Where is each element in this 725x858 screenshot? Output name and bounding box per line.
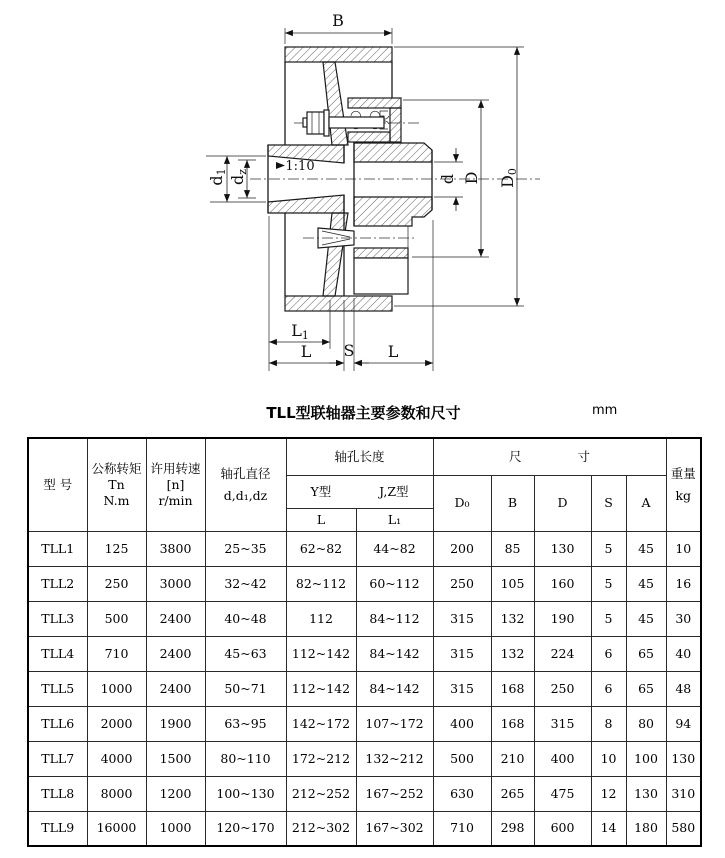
table-cell: 48	[666, 671, 701, 706]
header-model: 型 号	[28, 438, 87, 531]
table-cell: 315	[433, 636, 491, 671]
dim-label-D: D	[462, 171, 481, 185]
table-cell: 224	[534, 636, 591, 671]
table-cell: 630	[433, 776, 491, 811]
dim-label-L-left: L	[300, 342, 312, 361]
table-cell: 32~42	[205, 566, 286, 601]
table-cell: 475	[534, 776, 591, 811]
table-cell: 167~252	[356, 776, 433, 811]
table-cell: 1000	[146, 811, 205, 846]
table-cell: 130	[626, 776, 666, 811]
table-cell: 85	[491, 531, 534, 566]
table-cell: 84~112	[356, 601, 433, 636]
header-length-group: 轴孔长度	[286, 438, 433, 475]
table-cell: 8000	[87, 776, 146, 811]
table-cell: TLL6	[28, 706, 87, 741]
header-speed	[146, 438, 205, 531]
table-row	[28, 741, 701, 776]
table-cell: 14	[591, 811, 626, 846]
table-cell: 60~112	[356, 566, 433, 601]
table-cell: 265	[491, 776, 534, 811]
table-cell: 130	[666, 741, 701, 776]
table-cell: 10	[591, 741, 626, 776]
table-cell: 180	[626, 811, 666, 846]
table-cell: 44~82	[356, 531, 433, 566]
table-cell: 210	[491, 741, 534, 776]
sleeve-flange-band	[354, 248, 408, 258]
table-cell: 45	[626, 531, 666, 566]
table-cell: 400	[534, 741, 591, 776]
header-size-right: 寸	[577, 448, 591, 464]
table-cell: TLL5	[28, 671, 87, 706]
spring-cover-right	[390, 108, 401, 142]
table-cell: TLL7	[28, 741, 87, 776]
table-cell: TLL2	[28, 566, 87, 601]
header-D0: D₀	[433, 475, 491, 531]
table-cell: 100~130	[205, 776, 286, 811]
table-cell: 6	[591, 671, 626, 706]
bolt-washer	[324, 110, 329, 136]
header-D: D	[534, 475, 591, 531]
spring-cover-bottom	[348, 132, 390, 142]
table-cell: 30	[666, 601, 701, 636]
dim-label-D0: D0	[498, 168, 519, 188]
bolt-hex-head	[307, 112, 324, 134]
table-cell: 82~112	[286, 566, 356, 601]
table-cell: TLL8	[28, 776, 87, 811]
table-cell: 105	[491, 566, 534, 601]
dim-label-S: S	[343, 341, 355, 360]
table-cell: 298	[491, 811, 534, 846]
table-cell: 25~35	[205, 531, 286, 566]
table-cell: 250	[433, 566, 491, 601]
table-row	[28, 636, 701, 671]
table-cell: 84~142	[356, 636, 433, 671]
table-cell: 4000	[87, 741, 146, 776]
table-cell: 3000	[146, 566, 205, 601]
table-cell: 112	[286, 601, 356, 636]
bolt-shank	[329, 117, 384, 128]
table-cell: 1900	[146, 706, 205, 741]
table-cell: 8	[591, 706, 626, 741]
table-cell: 710	[87, 636, 146, 671]
technical-drawing	[0, 0, 725, 398]
table-cell: 62~82	[286, 531, 356, 566]
table-row	[28, 776, 701, 811]
dim-label-L1: L1	[291, 321, 309, 342]
dim-label-dz: dz	[228, 168, 249, 186]
header-weight-line1: 重量	[670, 465, 696, 481]
table-cell: 125	[87, 531, 146, 566]
table-cell: 315	[433, 601, 491, 636]
table-cell: 132~212	[356, 741, 433, 776]
table-cell: 1000	[87, 671, 146, 706]
table-cell: 3800	[146, 531, 205, 566]
table-cell: 6	[591, 636, 626, 671]
table-cell: 45	[626, 601, 666, 636]
header-torque	[87, 438, 146, 531]
table-cell: 5	[591, 566, 626, 601]
right-sleeve-upper	[354, 143, 432, 162]
header-torque-line2: Tn	[108, 476, 125, 492]
dimensions	[206, 11, 524, 371]
table-title: TLL型联轴器主要参数和尺寸	[266, 404, 461, 422]
table-cell: 65	[626, 636, 666, 671]
table-cell: 2400	[146, 636, 205, 671]
header-speed-line1: 许用转速	[150, 461, 201, 477]
table-cell: 142~172	[286, 706, 356, 741]
taper-label: 1:10	[285, 159, 315, 174]
table-cell: TLL4	[28, 636, 87, 671]
unit-label: mm	[592, 403, 618, 418]
table-row	[28, 566, 701, 601]
header-bore-line2: d,d₁,dz	[223, 488, 268, 504]
table-cell: 212~302	[286, 811, 356, 846]
dim-label-d1: d1	[207, 168, 228, 186]
header-A: A	[626, 475, 666, 531]
table-row	[28, 531, 701, 566]
table-cell: 63~95	[205, 706, 286, 741]
header-bore	[205, 438, 286, 531]
table-cell: 400	[433, 706, 491, 741]
table-cell: 172~212	[286, 741, 356, 776]
table-cell: 168	[491, 671, 534, 706]
table-cell: 250	[534, 671, 591, 706]
table-cell: 5	[591, 601, 626, 636]
table-cell: TLL1	[28, 531, 87, 566]
table-cell: 45~63	[205, 636, 286, 671]
table-cell: 107~172	[356, 706, 433, 741]
table-cell: 1500	[146, 741, 205, 776]
table-cell: 84~142	[356, 671, 433, 706]
header-type-row	[286, 475, 433, 508]
header-y-type: Y型	[310, 483, 332, 499]
dim-label-B: B	[332, 11, 344, 30]
header-size-left: 尺	[509, 448, 522, 464]
table-cell: 80~110	[205, 741, 286, 776]
header-speed-line2: [n]	[166, 476, 185, 492]
bolt-tip	[303, 118, 307, 127]
table-cell: 190	[534, 601, 591, 636]
header-L: L	[286, 508, 356, 531]
table-row	[28, 811, 701, 846]
title-row	[0, 402, 725, 424]
table-cell: 120~170	[205, 811, 286, 846]
table-cell: 1200	[146, 776, 205, 811]
header-B: B	[491, 475, 534, 531]
table-cell: 16	[666, 566, 701, 601]
table-cell: 5	[591, 531, 626, 566]
table-cell: 250	[87, 566, 146, 601]
table-cell: TLL9	[28, 811, 87, 846]
table-cell: 200	[433, 531, 491, 566]
sleeve-lower-block	[354, 258, 408, 294]
table-cell: 130	[534, 531, 591, 566]
table-cell: 500	[87, 601, 146, 636]
table-row	[28, 706, 701, 741]
table-cell: 40	[666, 636, 701, 671]
table-body	[28, 531, 701, 846]
table-cell: 168	[491, 706, 534, 741]
table-cell: 80	[626, 706, 666, 741]
table-cell: 132	[491, 636, 534, 671]
dim-label-d: d	[438, 173, 457, 185]
table-cell: 160	[534, 566, 591, 601]
table-cell: 315	[534, 706, 591, 741]
left-hub-lower	[268, 195, 344, 213]
brake-wheel-top-rim	[285, 47, 392, 62]
dim-label-L-right: L	[387, 342, 399, 361]
spring-cover-top	[348, 98, 401, 108]
right-sleeve-lower	[354, 197, 432, 226]
coupling-cross-section	[250, 47, 540, 311]
table-cell: 40~48	[205, 601, 286, 636]
table-row	[28, 601, 701, 636]
taper-arrow-icon	[276, 162, 285, 169]
table-cell: 2000	[87, 706, 146, 741]
table-cell: 50~71	[205, 671, 286, 706]
table-cell: 212~252	[286, 776, 356, 811]
table-cell: 10	[666, 531, 701, 566]
brake-wheel-bottom-rim	[285, 296, 392, 311]
table-cell: 12	[591, 776, 626, 811]
table-cell: 310	[666, 776, 701, 811]
table-cell: 315	[433, 671, 491, 706]
table-cell: 600	[534, 811, 591, 846]
table-cell: 500	[433, 741, 491, 776]
header-bore-line1: 轴孔直径	[220, 465, 271, 481]
table-row	[28, 671, 701, 706]
header-torque-line1: 公称转矩	[91, 461, 142, 477]
table-cell: 167~302	[356, 811, 433, 846]
table-cell: 580	[666, 811, 701, 846]
table-cell: 112~142	[286, 636, 356, 671]
spec-table	[27, 437, 702, 847]
header-S: S	[591, 475, 626, 531]
header-jz-type: J,Z型	[379, 483, 409, 499]
table-cell: 2400	[146, 671, 205, 706]
table-cell: 100	[626, 741, 666, 776]
header-L1: L₁	[356, 508, 433, 531]
table-cell: 45	[626, 566, 666, 601]
header-torque-line3: N.m	[103, 492, 130, 508]
header-weight-line2: kg	[675, 488, 692, 504]
table-cell: 65	[626, 671, 666, 706]
table-cell: TLL3	[28, 601, 87, 636]
table-cell: 94	[666, 706, 701, 741]
header-speed-line3: r/min	[158, 492, 193, 508]
table-cell: 132	[491, 601, 534, 636]
table-cell: 710	[433, 811, 491, 846]
header-size-group	[433, 438, 666, 475]
table-cell: 16000	[87, 811, 146, 846]
table-cell: 112~142	[286, 671, 356, 706]
header-weight	[666, 438, 701, 531]
table-cell: 2400	[146, 601, 205, 636]
